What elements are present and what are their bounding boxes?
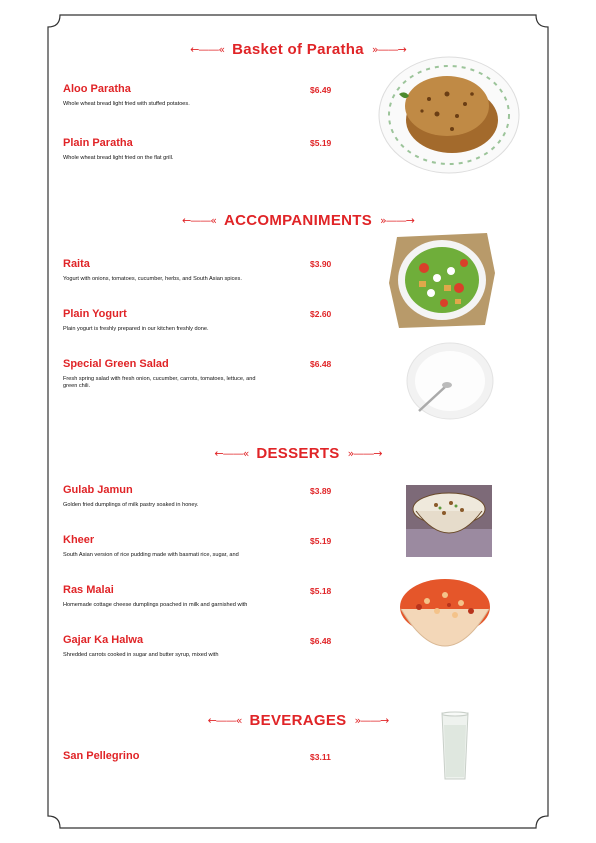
- item-name: Gulab Jamun: [63, 484, 133, 496]
- right-arrow-icon: »——→: [354, 714, 389, 727]
- item-price: $6.48: [310, 359, 332, 369]
- left-arrow-icon: ←——«: [190, 43, 225, 56]
- left-arrow-icon: ←——«: [214, 447, 249, 460]
- item-name: Aloo Paratha: [63, 83, 131, 95]
- menu-item-gajar-ka-halwa: [63, 634, 383, 659]
- paratha-photo: [377, 54, 521, 176]
- menu-item-aloo-paratha: [63, 83, 383, 108]
- item-price: $6.49: [310, 85, 332, 95]
- item-description: Fresh spring salad with fresh onion, cucumber, carrots, tomatoes, lettuce, and green chili.: [63, 376, 256, 389]
- item-description: Homemade cottage cheese dumplings poached in milk and garnished with: [63, 602, 248, 608]
- item-description: Yogurt with onions, tomatoes, cucumber, herbs, and South Asian spices.: [63, 276, 242, 282]
- section-title-desserts: ←——« DESSERTS »——→: [214, 445, 382, 462]
- menu-item-plain-paratha: [63, 137, 383, 162]
- item-description: Golden fried dumplings of milk pastry soaked in honey.: [63, 502, 199, 508]
- left-arrow-icon: ←——«: [207, 714, 242, 727]
- item-description: South Asian version of rice pudding made with basmati rice, sugar, and: [63, 552, 239, 558]
- item-description: Whole wheat bread light fried on the flat grill.: [63, 155, 174, 161]
- right-arrow-icon: »——→: [380, 214, 414, 227]
- item-price: $3.90: [310, 259, 332, 269]
- item-name: Raita: [63, 258, 90, 270]
- item-price: $3.89: [310, 486, 332, 496]
- item-name: Ras Malai: [63, 584, 114, 596]
- glass-photo: [440, 711, 470, 781]
- menu-item-special-green-salad: [63, 358, 383, 390]
- kheer-photo: [406, 485, 492, 557]
- item-name: Gajar Ka Halwa: [63, 634, 144, 646]
- right-arrow-icon: »——→: [347, 447, 382, 460]
- item-price: $5.19: [310, 536, 332, 546]
- menu-item-ras-malai: [63, 584, 383, 609]
- menu-item-san-pellegrino: [63, 750, 383, 762]
- section-title-accompaniments: ←——« ACCOMPANIMENTS »——→: [182, 212, 414, 229]
- yogurt-photo: [405, 341, 495, 421]
- item-description: Whole wheat bread light fried with stuffed potatoes.: [63, 101, 190, 107]
- item-name: San Pellegrino: [63, 750, 140, 762]
- item-name: Kheer: [63, 534, 95, 546]
- section-title-paratha: ←——« Basket of Paratha »——→: [190, 41, 406, 58]
- right-arrow-icon: »——→: [371, 43, 406, 56]
- menu-item-raita: [63, 258, 383, 283]
- item-price: $6.48: [310, 636, 332, 646]
- menu-item-gulab-jamun: [63, 484, 383, 509]
- left-arrow-icon: ←——«: [182, 214, 216, 227]
- item-price: $5.19: [310, 138, 332, 148]
- item-description: Plain yogurt is freshly prepared in our kitchen freshly done.: [63, 326, 209, 332]
- item-name: Plain Yogurt: [63, 308, 127, 320]
- item-name: Plain Paratha: [63, 137, 133, 149]
- item-price: $3.11: [310, 752, 331, 762]
- halwa-photo: [397, 573, 494, 655]
- item-price: $2.60: [310, 309, 332, 319]
- menu-item-kheer: [63, 534, 383, 559]
- item-price: $5.18: [310, 586, 332, 596]
- menu-item-plain-yogurt: [63, 308, 383, 333]
- item-description: Shredded carrots cooked in sugar and butter syrup, mixed with: [63, 652, 219, 658]
- salad-photo: [389, 233, 495, 328]
- item-name: Special Green Salad: [63, 358, 169, 370]
- section-title-beverages: ←——« BEVERAGES »——→: [207, 712, 389, 729]
